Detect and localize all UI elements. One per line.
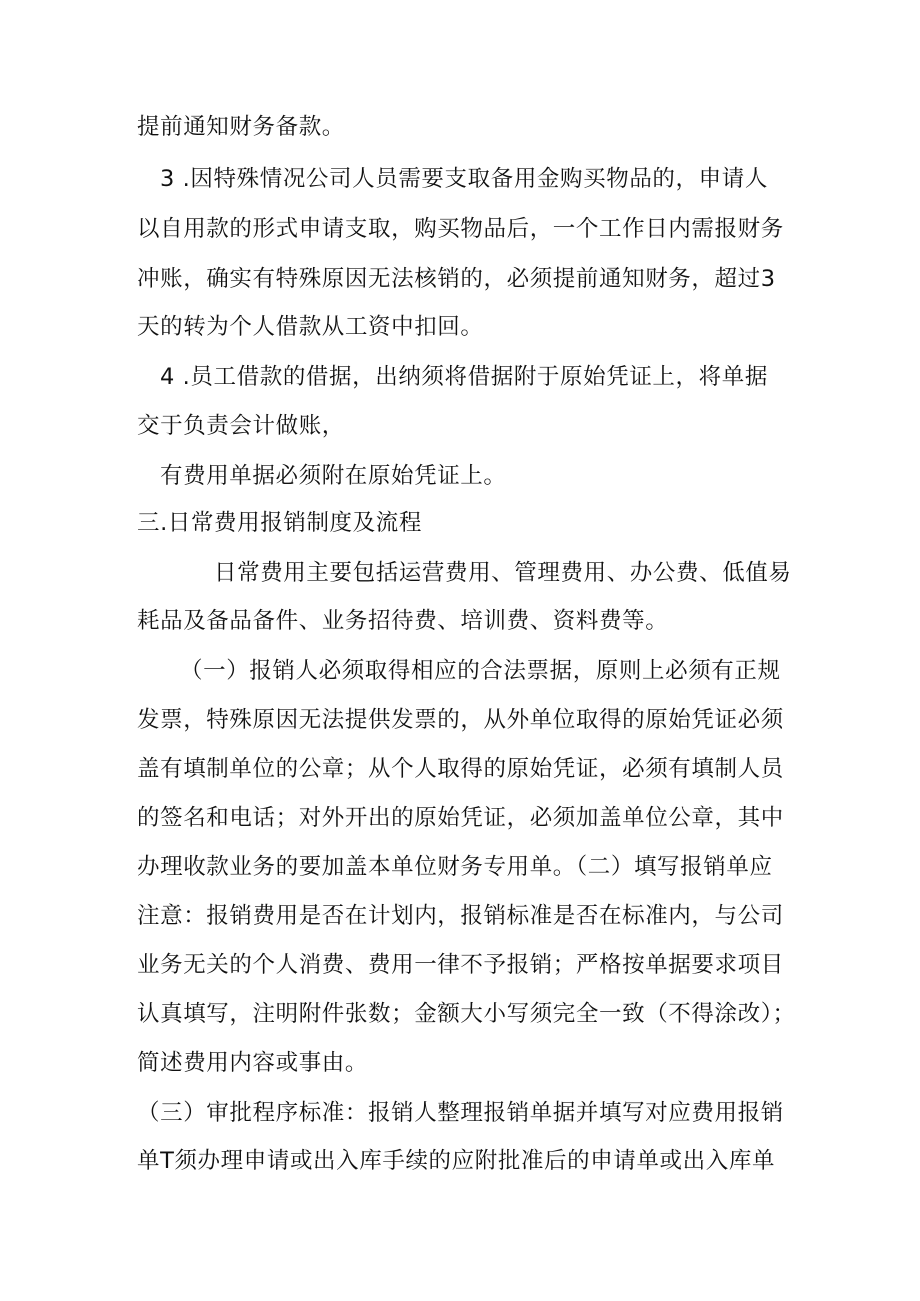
text-line: 3 .因特殊情况公司人员需要支取备用金购买物品的，申请人 (160, 166, 768, 192)
text-line: 交于负责会计做账， (137, 413, 345, 439)
text-line: 简述费用内容或事由。 (137, 1050, 369, 1076)
text-line: 认真填写，注明附件张数；金额大小写须完全一致（不得涂改）； (137, 1001, 796, 1027)
text-line: 冲账，确实有特殊原因无法核销的，必须提前通知财务，超过3 (137, 266, 776, 292)
text-line: 业务无关的个人消费、费用一律不予报销；严格按单据要求项目 (137, 952, 784, 978)
text-line: （一）报销人必须取得相应的合法票据，原则上必须有正规 (180, 658, 781, 684)
text-line: 注意：报销费用是否在计划内，报销标准是否在标准内，与公司 (137, 903, 784, 929)
text-line: 单T须办理申请或出入库手续的应附批准后的申请单或出入库单 (137, 1148, 776, 1174)
text-line: 发票，特殊原因无法提供发票的，从外单位取得的原始凭证必须 (137, 707, 784, 733)
text-line: 日常费用主要包括运营费用、管理费用、办公费、低值易 (214, 560, 792, 586)
text-line: 天的转为个人借款从工资中扣回。 (137, 314, 484, 340)
text-line: 提前通知财务备款。 (137, 114, 345, 140)
section-heading: 三.日常费用报销制度及流程 (137, 510, 422, 536)
text-line: （三）审批程序标准：报销人整理报销单据并填写对应费用报销 (137, 1100, 784, 1126)
text-line: 以自用款的形式申请支取，购买物品后，一个工作日内需报财务 (137, 216, 784, 242)
text-line: 办理收款业务的要加盖本单位财务专用单。（二）填写报销单应 (137, 854, 773, 880)
text-line: 盖有填制单位的公章；从个人取得的原始凭证，必须有填制人员 (137, 756, 784, 782)
text-line: 耗品及备品备件、业务招待费、培训费、资料费等。 (137, 608, 669, 634)
text-line: 有费用单据必须附在原始凭证上。 (160, 463, 507, 489)
text-line: 的签名和电话；对外开出的原始凭证，必须加盖单位公章，其中 (137, 805, 784, 831)
text-line: 4 .员工借款的借据，出纳须将借据附于原始凭证上，将单据 (160, 364, 768, 390)
